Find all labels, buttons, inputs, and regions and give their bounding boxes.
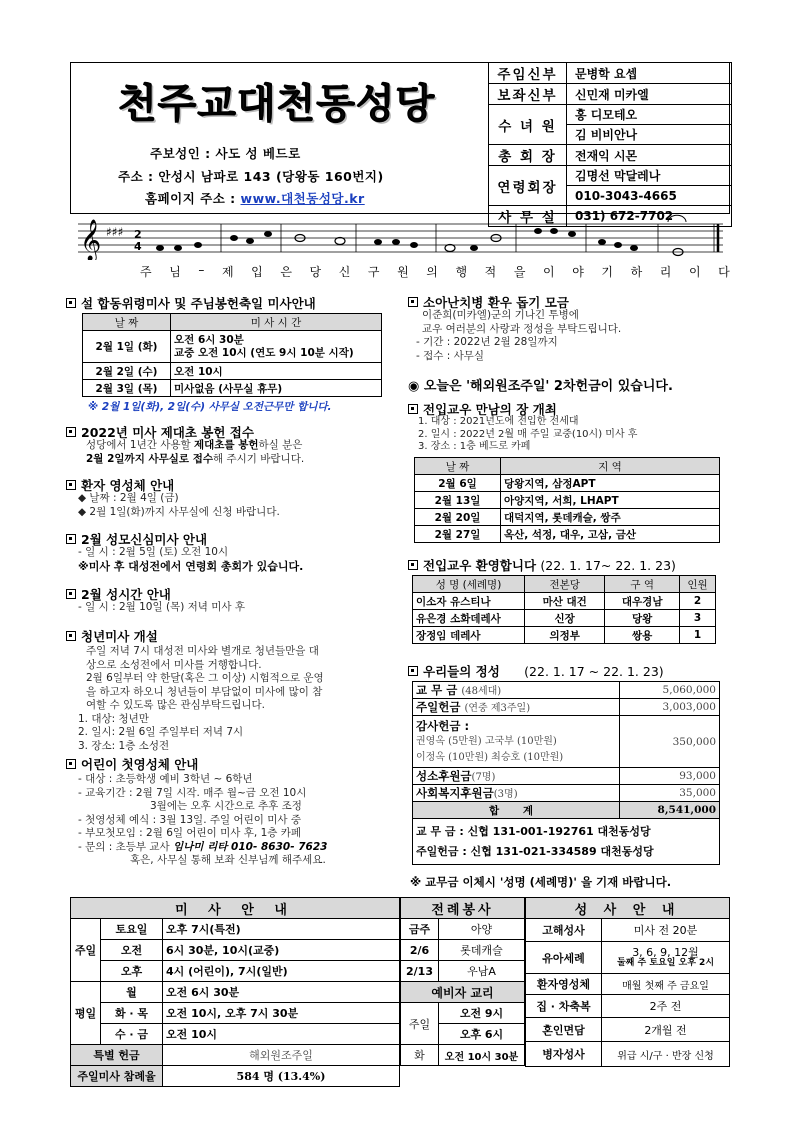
col-header: 날 짜 — [415, 458, 501, 475]
lyric-syllable: 당 — [309, 265, 322, 279]
clergy-name: 김명선 막달레나 — [567, 166, 732, 186]
altar-date: 2/6 — [401, 940, 439, 961]
square-bullet-icon — [66, 631, 76, 641]
col-header: 인원 — [680, 576, 716, 593]
text-line: - 일 시 : 2월 5일 (토) 오전 10시 — [78, 546, 229, 558]
section-title — [66, 627, 158, 645]
square-bullet-icon — [66, 480, 76, 490]
text-line: 이준희(미카엘)군의 기나긴 투병에 — [422, 309, 579, 321]
cell-date: 2월 3일 (목) — [83, 380, 171, 397]
text-span: - 문의 : 초등부 교사 — [78, 840, 174, 853]
homepage-label: 홈페이지 주소 : — [145, 191, 241, 206]
text-line: ◆ 날짜 : 2월 4일 (금) — [78, 492, 179, 504]
clergy-role: 연령회장 — [489, 166, 567, 206]
text-line: 감사헌금 : — [416, 718, 470, 733]
text-span: 2차헌금이 있습니다. — [549, 379, 673, 394]
text-line: - 기간 : 2022년 2월 28일까지 — [416, 336, 558, 348]
offering-amount: 35,000 — [620, 785, 720, 802]
sacrament-title: 성 사 안 내 — [526, 898, 730, 919]
cell-count: 2 — [680, 593, 716, 610]
cell-zone: 대우경남 — [605, 593, 680, 610]
catechism-day: 화 — [401, 1045, 439, 1066]
section-title-text: 2022년 미사 제대초 봉헌 접수 — [81, 425, 254, 440]
text-line: 교우 여러분의 사랑과 정성을 부탁드립니다. — [422, 322, 622, 335]
section-body — [78, 773, 327, 868]
patron-saint: 주보성인 : 사도 성 베드로 — [150, 146, 301, 161]
text-line: 3. 장소: 1층 소성전 — [78, 739, 170, 752]
lyric-syllable: 다 — [718, 265, 730, 279]
square-bullet-icon — [66, 427, 76, 437]
bank-account: 주일헌금 : 신협 131-021-334589 대천동성당 — [416, 844, 654, 858]
section-title-text: 청년미사 개설 — [81, 629, 158, 644]
sacrament-name: 집 · 차축복 — [526, 995, 602, 1018]
square-bullet-icon — [408, 666, 418, 676]
lyric-syllable: 기 — [601, 265, 613, 279]
cell-date: 2월 20일 — [415, 509, 501, 526]
section-title-text: 환자 영성체 안내 — [81, 478, 175, 493]
text-span: ◉ 오늘은 — [408, 379, 467, 394]
text-line: - 접수 : 사무실 — [416, 349, 485, 362]
text-span: 교 무 금 — [416, 683, 458, 697]
parish-title: 천주교대천동성당 — [118, 80, 436, 127]
cell-date: 2월 6일 — [415, 475, 501, 492]
offering-amount: 93,000 — [620, 768, 720, 785]
clergy-role: 총 회 장 — [489, 145, 567, 166]
square-bullet-icon — [66, 589, 76, 599]
text-line: 3, 6, 9, 12월 — [632, 945, 699, 959]
col-header: 성 명 (세례명) — [413, 576, 525, 593]
text-span: 주일헌금 — [416, 700, 461, 714]
sacrament-info: 2개월 전 — [602, 1018, 730, 1042]
text-line: 1. 대상 : 2021년도에 전입한 전세대 — [418, 416, 579, 427]
square-bullet-icon — [408, 404, 418, 414]
text-line: 상으로 소성전에서 미사를 거행합니다. — [86, 658, 262, 671]
clergy-name: 홍 디모테오 — [567, 105, 732, 125]
text-line: 2월 6일부터 약 한달(혹은 그 이상) 시험적으로 운영 — [86, 672, 324, 684]
section-title-text: 전입교우 만남의 장 개최 — [423, 402, 557, 417]
lunar-mass-table — [82, 313, 382, 397]
lyric-syllable: 주 — [140, 265, 152, 279]
lyric-syllable: 은 — [280, 265, 292, 279]
square-bullet-icon — [66, 759, 76, 769]
col-header: 지 역 — [501, 458, 720, 475]
lyric-syllable: 을 — [513, 265, 526, 279]
catechism-time: 오후 6시 — [439, 1024, 525, 1045]
text-span: 사회복지후원금 — [416, 786, 494, 800]
cell-region: 대덕지역, 롯데캐슬, 쌍주 — [501, 509, 720, 526]
catechism-day: 주일 — [401, 1003, 439, 1045]
lyric-syllable: 적 — [484, 265, 497, 279]
homepage — [145, 189, 365, 207]
clergy-role: 사 무 실 — [489, 206, 567, 227]
col-header: 구 역 — [605, 576, 680, 593]
text-line: 을 하고자 하오니 청년들이 부담없이 미사에 많이 참 — [86, 685, 323, 698]
sacrament-table — [525, 897, 730, 1067]
sacrament-info: 위급 시/구 · 반장 신청 — [602, 1042, 730, 1067]
section-title-text: 2월 성시간 안내 — [81, 587, 171, 602]
cell-count: 3 — [680, 610, 716, 627]
offering-amount: 5,060,000 — [620, 682, 720, 699]
catechism-time: 오전 10시 30분 — [439, 1045, 525, 1066]
cell-zone: 쌍용 — [605, 627, 680, 644]
cell-time-line: 오전 6시 30분 — [174, 333, 244, 346]
offering-amount: 3,003,000 — [620, 699, 720, 716]
text-line: 2. 일시 : 2022년 2월 매 주일 교중(10시) 미사 후 — [418, 428, 638, 440]
mass-day: 월 — [101, 982, 163, 1003]
sacrament-info: 매월 첫째 주 금요일 — [602, 974, 730, 995]
svg-text:4: 4 — [134, 240, 142, 253]
mass-time: 오후 7시(특전) — [163, 919, 400, 940]
sacrament-name: 혼인면담 — [526, 1018, 602, 1042]
offering-amount: 350,000 — [620, 716, 720, 768]
altar-zone: 아양 — [439, 919, 525, 940]
text-line: ◆ 2월 1일(화)까지 사무실에 신청 바랍니다. — [78, 505, 280, 518]
text-line: - 교육기간 : 2월 7일 시작. 매주 월~금 오전 10시 — [78, 786, 307, 799]
text-line: 3월에는 오후 시간으로 추후 조정 — [150, 800, 302, 812]
lyric-syllable: 이 — [688, 265, 701, 279]
text-line: 2. 일시: 2월 6일 주일부터 저녁 7시 — [78, 726, 244, 738]
text-span: (7명) — [471, 772, 496, 783]
lyric-syllable: – — [198, 263, 205, 277]
altar-date: 금주 — [401, 919, 439, 940]
catechism-title: 예비자 교리 — [401, 982, 525, 1003]
clergy-table — [488, 62, 732, 227]
altar-zone: 롯데캐슬 — [439, 940, 525, 961]
lyric-syllable: 의 — [426, 265, 438, 279]
altar-service-table — [400, 897, 525, 1066]
mass-time: 4시 (어린이), 7시(일반) — [163, 961, 400, 982]
text-span: 성당에서 1년간 사용할 — [86, 439, 194, 451]
special-offering: 해외원조주일 — [163, 1045, 400, 1066]
cell-date: 2월 27일 — [415, 526, 501, 543]
cell-count: 1 — [680, 627, 716, 644]
office-note: ※ 2월 1일(화), 2일(수) 사무실 오전근무만 합니다. — [88, 401, 332, 413]
sacrament-name: 유아세례 — [526, 942, 602, 974]
offering-table — [412, 681, 720, 865]
cell-name: 장정임 데레사 — [413, 627, 525, 644]
offering-label — [413, 785, 620, 802]
lyric-syllable: 신 — [338, 265, 351, 279]
text-line: 혹은, 사무실 통해 보좌 신부님께 해주세요. — [130, 854, 326, 866]
mass-title: 미 사 안 내 — [71, 898, 400, 919]
sacrament-info: 2주 전 — [602, 995, 730, 1018]
section-title-text: 설 합동위령미사 및 주님봉헌축일 미사안내 — [81, 296, 316, 311]
svg-text:2: 2 — [134, 228, 142, 241]
text-line: - 대상 : 초등학생 예비 3학년 ~ 6학년 — [78, 773, 253, 785]
cell-date: 2월 1일 (화) — [83, 331, 171, 363]
col-header: 전본당 — [525, 576, 605, 593]
text-span: 하실 분은 — [258, 439, 303, 451]
lyric-syllable: 야 — [572, 265, 584, 279]
music-staff — [78, 214, 728, 260]
offering-label — [413, 699, 620, 716]
text-line: 여할 수 있도록 많은 관심부탁드립니다. — [86, 699, 265, 711]
altar-zone: 우남A — [439, 961, 525, 982]
square-bullet-icon — [66, 534, 76, 544]
section-title — [408, 662, 664, 680]
sacrament-name: 고해성사 — [526, 919, 602, 942]
section-title-text: 소아난치병 환우 돕기 모금 — [423, 295, 569, 310]
col-header: 날 짜 — [83, 314, 171, 331]
cell-date: 2월 2일 (수) — [83, 363, 171, 380]
lyric-syllable: 제 — [221, 265, 234, 279]
collection-notice — [408, 375, 673, 394]
section-body — [78, 645, 324, 753]
cell-time: 오전 10시 — [171, 363, 382, 380]
contact-info: 임나미 리타 010- 8630- 7623 — [173, 840, 328, 853]
cell-time — [171, 331, 382, 363]
section-title — [66, 755, 198, 773]
text-line: 주일 저녁 7시 대성전 미사와 별개로 청년들만을 대 — [86, 645, 319, 657]
svg-text:♯♯♯: ♯♯♯ — [106, 225, 124, 239]
lyric-syllable: 입 — [251, 265, 263, 279]
cell-name: 이소자 유스티나 — [413, 593, 525, 610]
clergy-phone: 010-3043-4665 — [567, 186, 732, 206]
mass-day: 토요일 — [101, 919, 163, 940]
cell-date: 2월 13일 — [415, 492, 501, 509]
mass-day: 수 · 금 — [101, 1024, 163, 1045]
cell-region: 아양지역, 서희, LHAPT — [501, 492, 720, 509]
text-line: 이정옥 (10만원) 최승호 (10만원) — [416, 751, 564, 763]
offering-label — [413, 716, 620, 768]
section-title-text: 우리들의 정성 — [423, 664, 500, 679]
section-body — [86, 439, 304, 466]
office-phone: 031) 672-7702 — [567, 206, 732, 227]
sacrament-info: 미사 전 20분 — [602, 919, 730, 942]
cell-region: 당왕지역, 삼정APT — [501, 475, 720, 492]
altar-date: 2/13 — [401, 961, 439, 982]
special-offering-label: 특별 헌금 — [71, 1045, 163, 1066]
sacrament-name: 병자성사 — [526, 1042, 602, 1067]
newcomer-welcome-table — [412, 575, 716, 644]
cell-zone: 당왕 — [605, 610, 680, 627]
offering-label — [413, 682, 620, 699]
cell-parish: 신장 — [525, 610, 605, 627]
text-line: ※미사 후 대성전에서 연령회 총회가 있습니다. — [78, 559, 304, 573]
text-line — [78, 841, 327, 855]
clergy-name: 신민재 미카엘 — [567, 84, 732, 105]
text-span: '해외원조주일' — [466, 379, 550, 394]
section-body — [418, 416, 637, 454]
period-text: (22. 1. 17~ 22. 1. 23) — [540, 558, 676, 573]
cell-parish: 마산 대건 — [525, 593, 605, 610]
lyric-syllable: 원 — [397, 265, 409, 279]
text-span: (3명) — [493, 789, 518, 800]
clergy-role: 수 녀 원 — [489, 105, 567, 145]
text-line: - 첫영성체 예식 : 3월 13일. 주일 어린이 미사 중 — [78, 813, 302, 826]
bank-accounts — [413, 819, 720, 865]
offering-total-label: 합 계 — [413, 802, 620, 819]
section-title-text: 전입교우 환영합니다 — [423, 558, 537, 573]
newcomer-schedule-table — [414, 457, 720, 543]
offering-label — [413, 768, 620, 785]
hymn-lyrics — [140, 263, 730, 280]
mass-time: 오전 10시 — [163, 1024, 400, 1045]
offering-total: 8,541,000 — [620, 802, 720, 819]
cell-name: 유은경 소화데레사 — [413, 610, 525, 627]
sacrament-name: 환자영성체 — [526, 974, 602, 995]
lyric-syllable: 리 — [659, 265, 672, 279]
text-span: 성소후원금 — [416, 769, 472, 783]
section-title — [408, 556, 676, 574]
section-title-text: 어린이 첫영성체 안내 — [81, 757, 199, 772]
text-line: 권영옥 (5만원) 고국부 (10만원) — [416, 735, 557, 747]
mass-time: 오전 10시, 오후 7시 30분 — [163, 1003, 400, 1024]
text-span: (48세대) — [461, 686, 502, 697]
section-body: - 일 시 : 2월 10일 (목) 저녁 미사 후 — [78, 601, 246, 613]
text-line: - 부모첫모임 : 2월 6일 어린이 미사 후, 1층 카페 — [78, 827, 302, 839]
period-text: (22. 1. 17 ~ 22. 1. 23) — [524, 664, 664, 679]
cell-parish: 의정부 — [525, 627, 605, 644]
section-title — [66, 294, 316, 312]
square-bullet-icon — [66, 298, 76, 308]
square-bullet-icon — [408, 560, 418, 570]
mass-day: 화 · 목 — [101, 1003, 163, 1024]
cell-time: 미사없음 (사무실 휴무) — [171, 380, 382, 397]
mass-day: 오후 — [101, 961, 163, 982]
mass-time: 오전 6시 30분 — [163, 982, 400, 1003]
section-body — [78, 546, 303, 573]
col-header: 미 사 시 간 — [171, 314, 382, 331]
lyric-syllable: 행 — [455, 265, 468, 279]
text-span: 해 주시기 바랍니다. — [213, 452, 305, 465]
address: 주소 : 안성시 남파로 143 (당왕동 160번지) — [118, 169, 384, 184]
lyric-syllable: 님 — [169, 265, 181, 279]
text-span: (연중 제3주일) — [464, 703, 531, 714]
attendance-label: 주일미사 참례율 — [71, 1066, 163, 1087]
cell-time-line: 교중 오전 10시 (연도 9시 10분 시작) — [174, 346, 354, 359]
homepage-link[interactable]: www.대천동성당.kr — [240, 191, 365, 206]
catechism-time: 오전 9시 — [439, 1003, 525, 1024]
clergy-name: 문병학 요셉 — [567, 63, 732, 84]
section-title-text: 2월 성모신심미사 안내 — [81, 532, 208, 547]
lyric-syllable: 하 — [630, 265, 643, 279]
clergy-name: 전재익 시몬 — [567, 145, 732, 166]
altar-title: 전례봉사 — [401, 898, 525, 919]
clergy-role: 보좌신부 — [489, 84, 567, 105]
clergy-role: 주임신부 — [489, 63, 567, 84]
text-span: 제대초를 봉헌 — [193, 439, 259, 451]
attendance-rate: 584 명 (13.4%) — [163, 1066, 400, 1087]
offering-note: ※ 교무금 이체시 '성명 (세례명)' 을 기재 바랍니다. — [410, 875, 672, 889]
mass-day: 오전 — [101, 940, 163, 961]
mass-group: 평일 — [71, 982, 101, 1045]
cell-region: 옥산, 석정, 대우, 고삼, 금산 — [501, 526, 720, 543]
mass-schedule-table — [70, 897, 400, 1087]
section-body — [416, 309, 622, 363]
mass-time: 6시 30분, 10시(교중) — [163, 940, 400, 961]
text-span: 2월 2일까지 사무실로 접수 — [86, 452, 214, 465]
sacrament-info — [602, 942, 730, 974]
bank-account: 교 무 금 : 신협 131-001-192761 대천동성당 — [416, 824, 651, 838]
lyric-syllable: 구 — [367, 265, 380, 279]
mass-group: 주일 — [71, 919, 101, 982]
text-line: 3. 장소 : 1층 베드로 카페 — [418, 441, 531, 452]
lyric-syllable: 이 — [543, 265, 555, 279]
text-line: 둘째 주 토요일 오후 2시 — [616, 957, 715, 968]
section-body — [78, 492, 280, 519]
text-line: 1. 대상: 청년만 — [78, 712, 149, 725]
clergy-name: 김 비비안나 — [567, 125, 732, 145]
square-bullet-icon — [408, 297, 418, 307]
svg-text:𝄞: 𝄞 — [80, 220, 102, 260]
